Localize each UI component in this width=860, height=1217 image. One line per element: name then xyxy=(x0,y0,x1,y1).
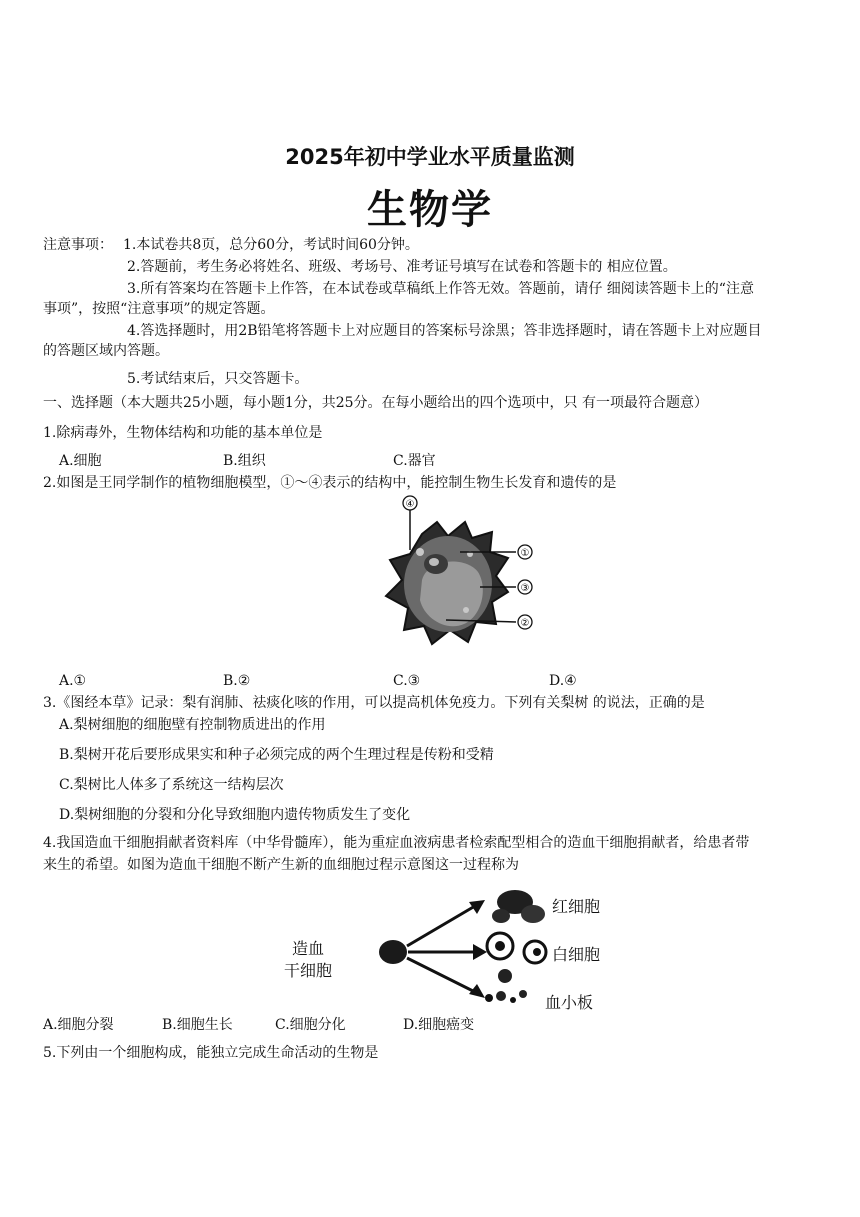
q1-option-a: A.细胞 xyxy=(59,453,102,469)
q5-stem: 5.下列由一个细胞构成，能独立完成生命活动的生物是 xyxy=(43,1045,379,1061)
q2-option-a: A.① xyxy=(59,673,87,689)
q4-option-b: B.细胞生长 xyxy=(162,1017,233,1033)
q1-stem: 1.除病毒外，生物体结构和功能的基本单位是 xyxy=(43,425,323,441)
q2-option-b: B.② xyxy=(223,673,251,689)
section-heading: 一、选择题（本大题共25小题，每小题1分，共25分。在每小题给出的四个选项中，只 有一项最符合题意） xyxy=(43,395,708,411)
label-4: ④ xyxy=(405,499,415,510)
stem-cell-label-line-2: 干细胞 xyxy=(284,961,333,980)
notice-item-1: 1.本试卷共8页，总分60分，考试时间60分钟。 xyxy=(123,237,419,253)
white-blood-cell-label: 白细胞 xyxy=(552,945,601,964)
q1-option-b: B.组织 xyxy=(223,453,266,469)
q3-option-b: B.梨树开花后要形成果实和种子必须完成的两个生理过程是传粉和受精 xyxy=(59,747,494,763)
subject-title: 生物学 xyxy=(367,187,493,233)
q4-option-a: A.细胞分裂 xyxy=(43,1017,114,1033)
label-2: ② xyxy=(520,618,530,629)
q2-option-c: C.③ xyxy=(393,673,421,689)
q2-option-d: D.④ xyxy=(549,673,577,689)
q4-option-d: D.细胞癌变 xyxy=(403,1017,475,1033)
plant-cell-diagram xyxy=(370,492,550,670)
q4-stem-line-1: 4.我国造血干细胞捐献者资料库（中华骨髓库），能为重症血液病患者检索配型相合的造血干细胞捐献者，给患者带 xyxy=(43,835,750,851)
notice-item-4-line-1: 4.答选择题时，用2B铅笔将答题卡上对应题目的答案标号涂黑；答非选择题时，请在答题卡上对应题目 xyxy=(127,323,762,339)
notice-item-2: 2.答题前，考生务必将姓名、班级、考场号、准考证号填写在试卷和答题卡的 相应位置。 xyxy=(127,259,677,275)
q1-option-c: C.器官 xyxy=(393,453,436,469)
q3-option-d: D.梨树细胞的分裂和分化导致细胞内遗传物质发生了变化 xyxy=(59,807,411,823)
notice-label: 注意事项： xyxy=(43,237,113,253)
q3-stem: 3.《图经本草》记录：梨有润肺、祛痰化咳的作用，可以提高机体免疫力。下列有关梨树 的说法，正确的是 xyxy=(43,695,705,711)
notice-item-3-line-2: 事项”，按照“注意事项”的规定答题。 xyxy=(43,301,275,317)
q3-option-c: C.梨树比人体多了系统这一结构层次 xyxy=(59,777,284,793)
q4-option-c: C.细胞分化 xyxy=(275,1017,346,1033)
q2-stem: 2.如图是王同学制作的植物细胞模型，①～④表示的结构中，能控制生物生长发育和遗传的是 xyxy=(43,475,617,491)
label-1: ① xyxy=(520,548,530,559)
notice-item-5: 5.考试结束后，只交答题卡。 xyxy=(127,371,309,387)
notice-item-3-line-1: 3.所有答案均在答题卡上作答，在本试卷或草稿纸上作答无效。答题前，请仔 细阅读答题卡上的“注意 xyxy=(127,281,754,297)
label-3: ③ xyxy=(520,583,530,594)
exam-title: 2025年初中学业水平质量监测 xyxy=(285,145,575,169)
notice-item-4-line-2: 的答题区域内答题。 xyxy=(43,343,169,359)
stem-cell-label-line-1: 造血 xyxy=(292,939,325,958)
red-blood-cell-label: 红细胞 xyxy=(552,897,601,916)
q4-stem-line-2: 来生的希望。如图为造血干细胞不断产生新的血细胞过程示意图这一过程称为 xyxy=(43,857,519,873)
platelet-label: 血小板 xyxy=(545,993,594,1012)
q3-option-a: A.梨树细胞的细胞壁有控制物质进出的作用 xyxy=(59,717,326,733)
